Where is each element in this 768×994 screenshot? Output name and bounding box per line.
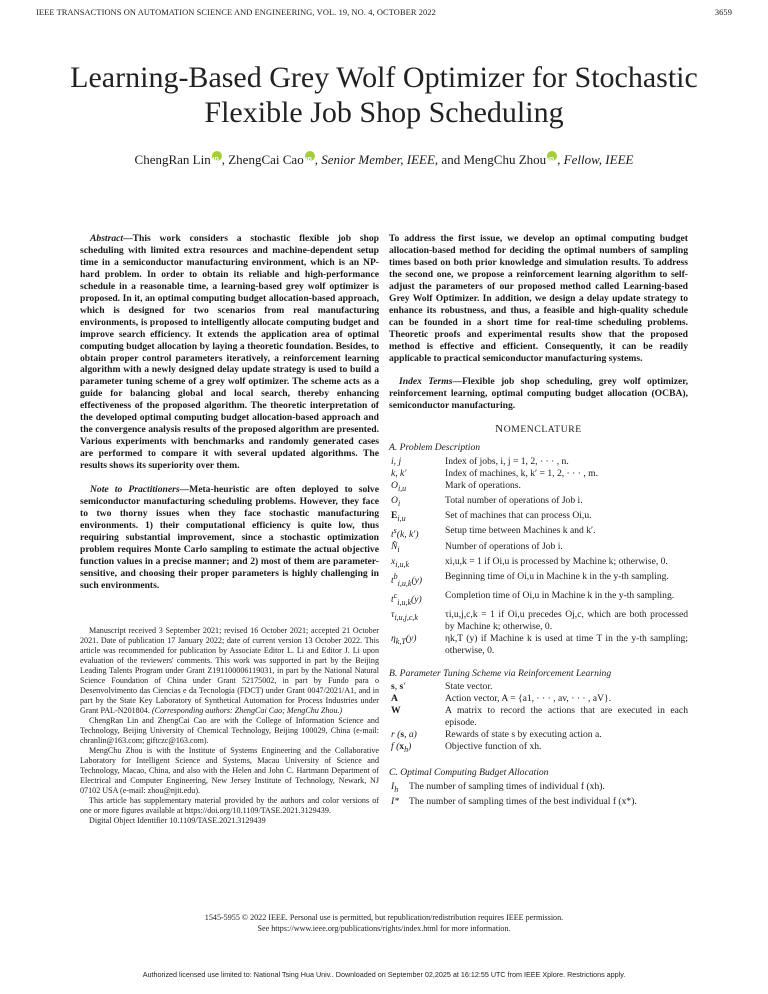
nomenclature-desc: Mark of operations. bbox=[445, 480, 521, 492]
nomenclature-heading-initial: N bbox=[495, 423, 504, 436]
footnote-affiliation-1: ChengRan Lin and ZhengCai Cao are with the College of Information Science and Technology, Beijing University of Chemical Technology, Beijing 100029, China (e-mail: chranlin@163.com; giftczc@163.com). bbox=[80, 715, 379, 745]
nomenclature-row: $O_{i,u}$ Mark of operations. bbox=[389, 480, 688, 495]
nomenclature-desc: The number of sampling times of the best individual f (x*). bbox=[409, 795, 637, 807]
note-dash: — bbox=[179, 484, 190, 496]
nomenclature-row: I* The number of sampling times of the best individual f (x*). bbox=[389, 796, 688, 808]
nomenclature-desc: ηk,T (y) if Machine k is used at time T in the y-th sampling; otherwise, 0. bbox=[445, 632, 688, 656]
index-terms bbox=[389, 376, 688, 412]
corresponding-authors: (Corresponding authors: ZhengCai Cao; MengChu Zhou.) bbox=[151, 705, 343, 715]
nomenclature-row: k, k′ Index of machines, k, k′ = 1, 2, · · · , m. bbox=[389, 468, 688, 480]
nomenclature-row: $t^s(k$, k′) Setup time between Machines k and k′. bbox=[389, 525, 688, 541]
title-line-1: Learning-Based Grey Wolf Optimizer for Stochastic bbox=[70, 61, 698, 94]
author-cao-title: Senior Member, IEEE bbox=[321, 152, 435, 167]
nomenclature-heading-rest: OMENCLATURE bbox=[503, 424, 582, 436]
nomenclature-row: r (s, a) Rewards of state s by executing action a. bbox=[389, 729, 688, 741]
author-separator: , bbox=[314, 152, 322, 167]
journal-name: IEEE TRANSACTIONS ON AUTOMATION SCIENCE AND ENGINEERING, VOL. 19, NO. 4, OCTOBER 2022 bbox=[36, 8, 436, 17]
nomenclature-row: $I_h$ The number of sampling times of individual f (xh). bbox=[389, 781, 688, 796]
copyright-notice bbox=[36, 912, 732, 934]
section-a-heading: A. Problem Description bbox=[389, 442, 481, 454]
nomenclature-desc: Completion time of Oi,u in Machine k in the y-th sampling. bbox=[445, 589, 675, 601]
nomenclature-desc: Index of jobs, i, j = 1, 2, · · · , n. bbox=[445, 456, 569, 468]
paper-title bbox=[36, 60, 732, 130]
nomenclature-row: i, j Index of jobs, i, j = 1, 2, · · · , n. bbox=[389, 456, 688, 468]
nomenclature-desc: Total number of operations of Job i. bbox=[445, 495, 583, 507]
running-head bbox=[36, 8, 732, 22]
nomenclature-desc: τi,u,j,c,k = 1 if Oi,u precedes Oj,c, which are both processed by Machine k; otherwise, 0. bbox=[445, 608, 688, 632]
page-number: 3659 bbox=[714, 8, 732, 17]
nomenclature-row: f $(x_h)$ Objective function of xh. bbox=[389, 741, 688, 756]
author-lin: ChengRan Lin bbox=[134, 152, 211, 167]
note-continued: To address the first issue, we develop an optimal computing budget allocation-based method for deciding the optimal numbers of sampling times based on both prior knowledge and simulation results. To address the second one, we propose a reinforcement learning algorithm to self-adjust the parameters of our proposed method called Learning-based Grey Wolf Optimizer. In addition, we design a delay update strategy to enhance its robustness, and thus, a feasible and high-quality schedule can be founded in a short time for real-time scheduling problems. Theoretic proofs and experimental results show that the proposed method is effective and efficient. Consequently, it can be readily applicable to practical semiconductor manufacturing systems. bbox=[389, 233, 688, 364]
orcid-icon[interactable] bbox=[547, 151, 557, 161]
nomenclature-row: $t^c_{i,u,k}(y)$ Completion time of Oi,u in Machine k in the y-th sampling. bbox=[389, 590, 688, 609]
nomenclature-row: $\tau_{i,u,j,c,k}$ τi,u,j,c,k = 1 if Oi,u precedes Oj,c, which are both processed by Machine k; otherwise, 0. bbox=[391, 608, 688, 632]
nomenclature-desc: A matrix to record the actions that are executed in each episode. bbox=[445, 705, 688, 729]
note-to-practitioners bbox=[80, 484, 379, 592]
nomenclature-desc: Set of machines that can process Oi,u. bbox=[445, 509, 592, 521]
author-separator: , and bbox=[434, 152, 464, 167]
author-list bbox=[36, 151, 732, 168]
copyright-line-1: 1545-5955 © 2022 IEEE. Personal use is permitted, but republication/redistribution requires IEEE permission. bbox=[204, 913, 564, 922]
index-terms-dash: — bbox=[452, 376, 463, 388]
nomenclature-desc: Number of operations of Job i. bbox=[445, 540, 563, 552]
nomenclature-row: $E_{i,u}$ Set of machines that can process Oi,u. bbox=[389, 510, 688, 525]
title-line-2: Flexible Job Shop Scheduling bbox=[204, 96, 564, 129]
note-label: Note to Practitioners bbox=[90, 484, 180, 496]
right-column bbox=[389, 233, 688, 808]
nomenclature-row: W A matrix to record the actions that are executed in each episode. bbox=[391, 705, 688, 729]
footnote-manuscript bbox=[80, 626, 379, 716]
abstract-text: This work considers a stochastic flexible job shop scheduling with limited extra resources and machine-dependent setup time in a semiconductor manufacturing environment, which is an NP-hard problem. In order to obtain its reliable and high-performance schedule in a reasonable time, a learning-based grey wolf optimizer is proposed. In it, an optimal computing budget allocation-based approach, which is designed for two scenarios from real manufacturing environments, is proposed to intelligently allocate computing budget and improve search efficiency. It extends the application area of optimal computing budget allocation by laying a theoretic foundation. Besides, to obtain proper control parameters iteratively, a reinforcement learning algorithm with a newly designed delay update strategy is used to build a parameter tuning scheme of a grey wolf optimizer. The scheme acts as a guide for balancing global and local search, thereby enhancing effectiveness of the proposed algorithm. The theoretic interpretation of the developed optimal computing budget allocation-based approach and the convergence analysis results of the proposed algorithm are presented. Various experiments with benchmarks and randomly generated cases are performed to compare it with several updated algorithms. The results shows its superiority over them. bbox=[80, 233, 379, 472]
nomenclature-row: $N̂_i$ Number of operations of Job i. bbox=[389, 541, 688, 556]
nomenclature-row: s, s′ State vector. bbox=[389, 681, 688, 693]
copyright-line-2: See https://www.ieee.org/publications/rights/index.html for more information. bbox=[257, 924, 511, 933]
index-terms-label: Index Terms bbox=[399, 376, 453, 388]
nomenclature-desc: The number of sampling times of individual f (xh). bbox=[409, 781, 605, 793]
left-column bbox=[80, 233, 379, 826]
nomenclature-row: $x_{i,u,k}$ xi,u,k = 1 if Oi,u is processed by Machine k; otherwise, 0. bbox=[389, 556, 688, 571]
author-separator: , bbox=[557, 152, 564, 167]
abstract-dash: — bbox=[123, 233, 133, 244]
nomenclature-desc: State vector. bbox=[445, 681, 493, 693]
nomenclature-desc: Objective function of xh. bbox=[445, 741, 542, 753]
note-text: Meta-heuristic are often deployed to solve semiconductor manufacturing scheduling problems. However, they face to two thorny issues when they face stochastic manufacturing environments. 1) their computational efficiency is quite low, thus requiring substantial improvement, since a stochastic optimization problem requires Monte Carlo sampling to estimate the actual objective function values in a precise manner; and 2) most of them are parameter-sensitive, and choosing their proper parameters is highly challenging in such environments. bbox=[80, 484, 379, 591]
author-zhou-title: Fellow, IEEE bbox=[563, 152, 634, 167]
section-b-heading: B. Parameter Tuning Scheme via Reinforcement Learning bbox=[389, 667, 612, 679]
nomenclature-heading bbox=[389, 424, 688, 436]
author-zhou: MengChu Zhou bbox=[463, 152, 547, 167]
license-footer: Authorized licensed use limited to: National Tsing Hua Univ.. Downloaded on September 02,2025 at 16:12:55 UTC from IEEE Xplore. Restrictions apply. bbox=[142, 970, 626, 979]
index-terms-text: Flexible job shop scheduling, grey wolf optimizer, reinforcement learning, optimal computing budget allocation (OCBA), semiconductor manufacturing. bbox=[389, 376, 688, 412]
footnotes bbox=[80, 626, 379, 826]
nomenclature-desc: Beginning time of Oi,u in Machine k in the y-th sampling. bbox=[445, 570, 669, 582]
footnote-manuscript-text: Manuscript received 3 September 2021; revised 16 October 2021; accepted 21 October 2021. Date of publication 17 January 2022; date of current version 13 October 2022. This article was recommended for publication by Associate Editor L. Li and Editor J. Li upon evaluation of the reviewers' comments. This work was supported in part by the Beijing Leading Talents Program under Grant Z191100006119031, in part by the National Natural Science Foundation of China under Grant 52175002, in part by Fundo para o Desenvolvimento das Ciencias e da Tecnologia (FDCT) under Grant 0047/2021/A1, and in part by the State Key Laboratory of Synthetical Automation for Process Industries under Grant PAL-N201804. bbox=[80, 625, 379, 715]
footnote-doi: Digital Object Identifier 10.1109/TASE.2021.3129439 bbox=[89, 815, 266, 825]
nomenclature-desc: Index of machines, k, k′ = 1, 2, · · · , m. bbox=[445, 468, 598, 480]
nomenclature-row: $t^b_{i,u,k}(y)$ Beginning time of Oi,u in Machine k in the y-th sampling. bbox=[389, 571, 688, 590]
author-separator: , bbox=[221, 152, 229, 167]
abstract bbox=[80, 233, 379, 472]
orcid-icon[interactable] bbox=[305, 151, 315, 161]
author-cao: ZhengCai Cao bbox=[228, 152, 304, 167]
nomenclature-row: $O_i$ Total number of operations of Job i. bbox=[389, 495, 688, 510]
abstract-label: Abstract bbox=[90, 233, 124, 244]
section-c-heading: C. Optimal Computing Budget Allocation bbox=[389, 767, 549, 779]
footnote-affiliation-2: MengChu Zhou is with the Institute of Systems Engineering and the Collaborative Laboratory for Intelligent Science and Systems, Macau University of Science and Technology, Macao, China, and also with the Helen and John C. Hartmann Department of Electrical and Computer Engineering, New Jersey Institute of Technology, Newark, NJ 07102 USA (e-mail: zhou@njit.edu). bbox=[80, 745, 379, 795]
nomenclature-row: $\eta_{k,T}(y)$ ηk,T (y) if Machine k is used at time T in the y-th sampling; otherwise, 0. bbox=[391, 632, 688, 656]
nomenclature-row: A Action vector, A = {a1, · · · , av, · · · , aV}. bbox=[389, 693, 688, 705]
nomenclature-desc: Rewards of state s by executing action a. bbox=[445, 729, 602, 741]
nomenclature-desc: Action vector, A = {a1, · · · , av, · · · , aV}. bbox=[445, 693, 611, 705]
footnote-supplementary: This article has supplementary material provided by the authors and color versions of one or more figures available at https://doi.org/10.1109/TASE.2021.3129439. bbox=[80, 795, 379, 815]
nomenclature-desc: xi,u,k = 1 if Oi,u is processed by Machine k; otherwise, 0. bbox=[445, 555, 668, 567]
orcid-icon[interactable] bbox=[212, 151, 222, 161]
nomenclature-desc: Setup time between Machines k and k′. bbox=[445, 524, 596, 536]
